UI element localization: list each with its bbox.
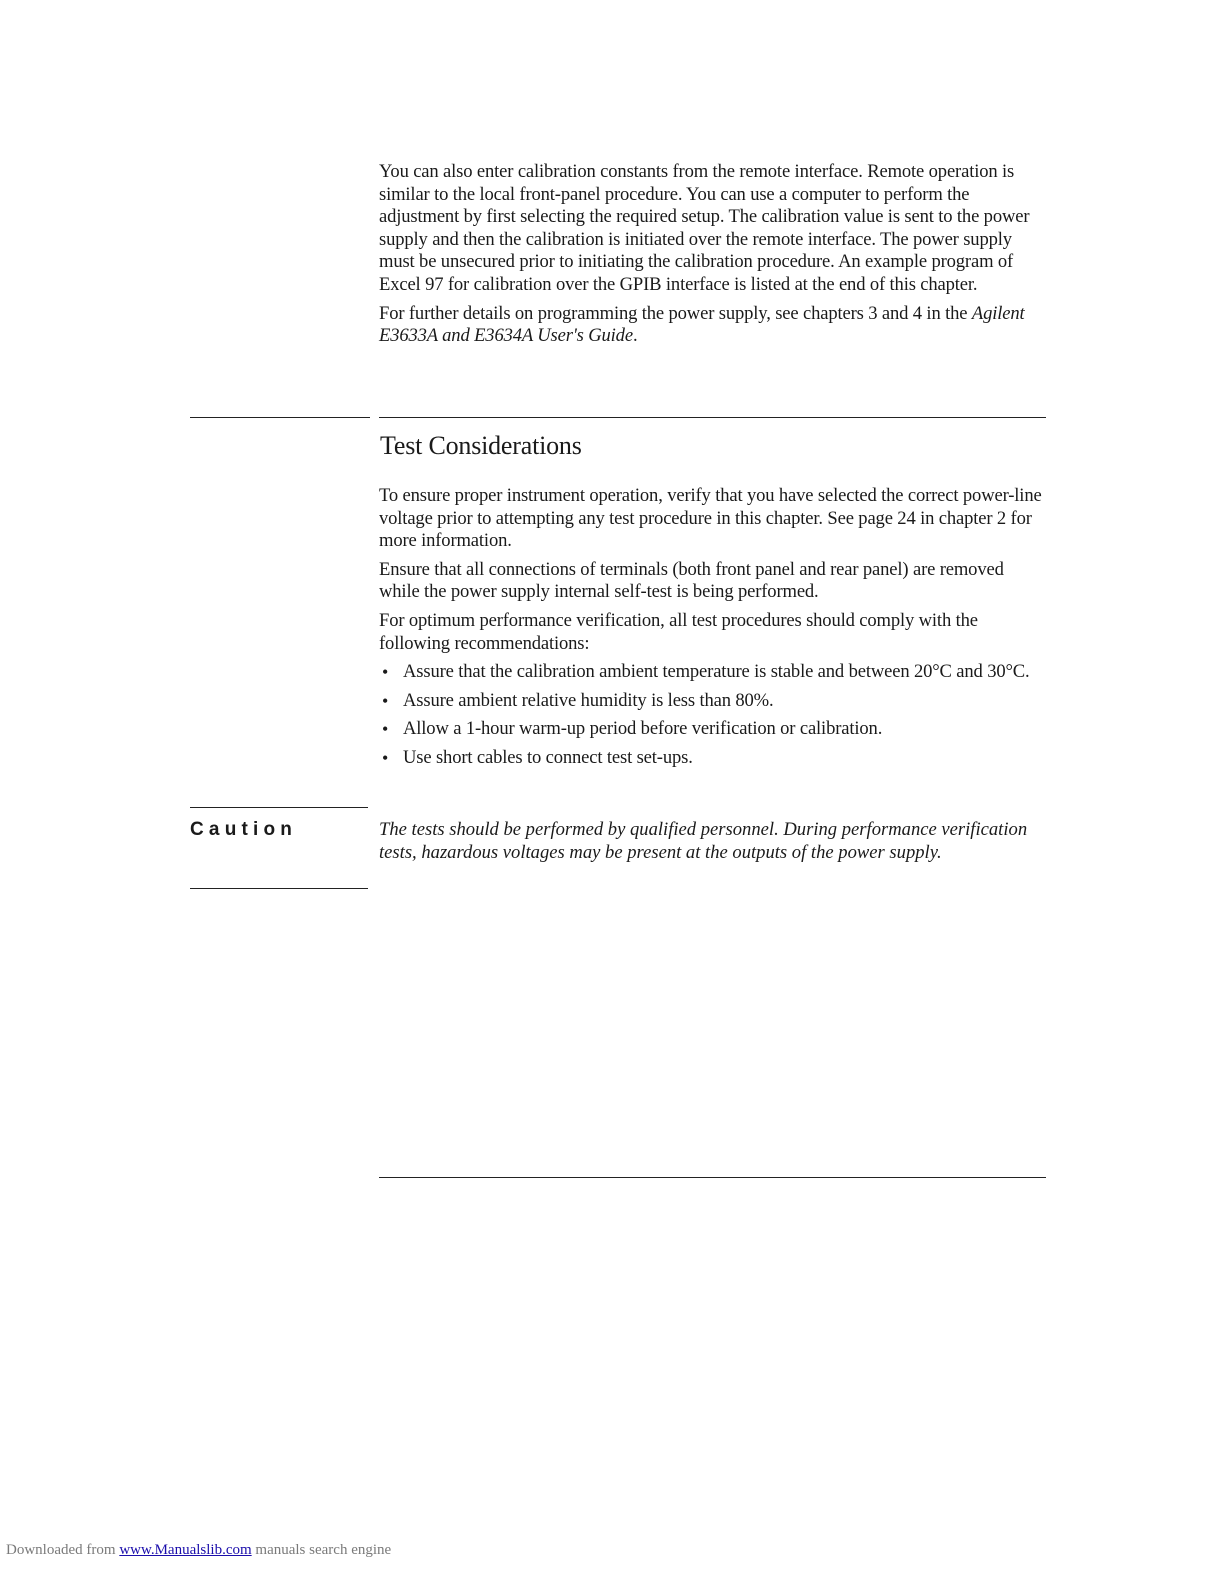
list-item-text: Assure ambient relative humidity is less than 80%. [403,689,774,711]
list-item [379,718,1047,741]
further-details-end: . [632,325,638,347]
page-bottom-rule [379,1177,1046,1178]
bullet-icon: • [382,747,389,768]
manualslib-link[interactable]: www.Manualslib.com [119,1542,252,1558]
intro-paragraph-remote: You can also enter calibration constants from the remote interface. Remote operation is similar to the local front-panel procedure. You can use a computer to perform the adjustment by first selecting the required setup. The calibration value is sent to the power supply and then the calibration is initiated over the remote interface. The power supply must be unsecured prior to initiating the calibration procedure. An example program of Excel 97 for calibration over the GPIB interface is listed at the end of this chapter. [379,161,1030,295]
download-footer [6,1542,391,1559]
footer-prefix: Downloaded from [6,1542,120,1558]
section-body [379,485,1047,776]
caution-label: Caution [190,819,298,840]
list-item-text: Allow a 1-hour warm-up period before verification or calibration. [403,718,883,740]
bullet-icon: • [382,719,389,740]
list-item [379,661,1047,684]
caution-bottom-rule [190,888,368,889]
list-item [379,690,1047,713]
list-item-text: Assure that the calibration ambient temperature is stable and between 20°C and 30°C. [403,661,1030,683]
bullet-icon: • [382,690,389,711]
bullet-icon: • [382,662,389,683]
section-divider [379,417,1046,418]
list-item-text: Use short cables to connect test set-ups. [403,746,693,768]
section-title: Test Considerations [380,431,582,460]
recommendations-list [379,661,1047,769]
section-paragraph: For optimum performance verification, all test procedures should comply with the following recommendations: [379,609,978,654]
further-details-text: For further details on programming the power supply, see chapters 3 and 4 in the [379,302,972,324]
users-guide-title: Agilent E3633A and E3634A User's Guide [379,302,1025,347]
intro-block [379,161,1047,354]
intro-paragraph-further-details [379,303,1047,348]
section-paragraph: Ensure that all connections of terminals (both front panel and rear panel) are removed while the power supply internal self-test is being performed. [379,558,1004,603]
section-paragraph: To ensure proper instrument operation, verify that you have selected the correct power-line voltage prior to attempting any test procedure in this chapter. See page 24 in chapter 2 for more information. [379,485,1042,552]
caution-top-rule [190,807,368,808]
margin-divider [190,417,370,418]
caution-text: The tests should be performed by qualified personnel. During performance verification tests, hazardous voltages may be present at the outputs of the power supply. [379,819,1028,863]
list-item [379,747,1047,770]
footer-suffix: manuals search engine [251,1542,392,1558]
